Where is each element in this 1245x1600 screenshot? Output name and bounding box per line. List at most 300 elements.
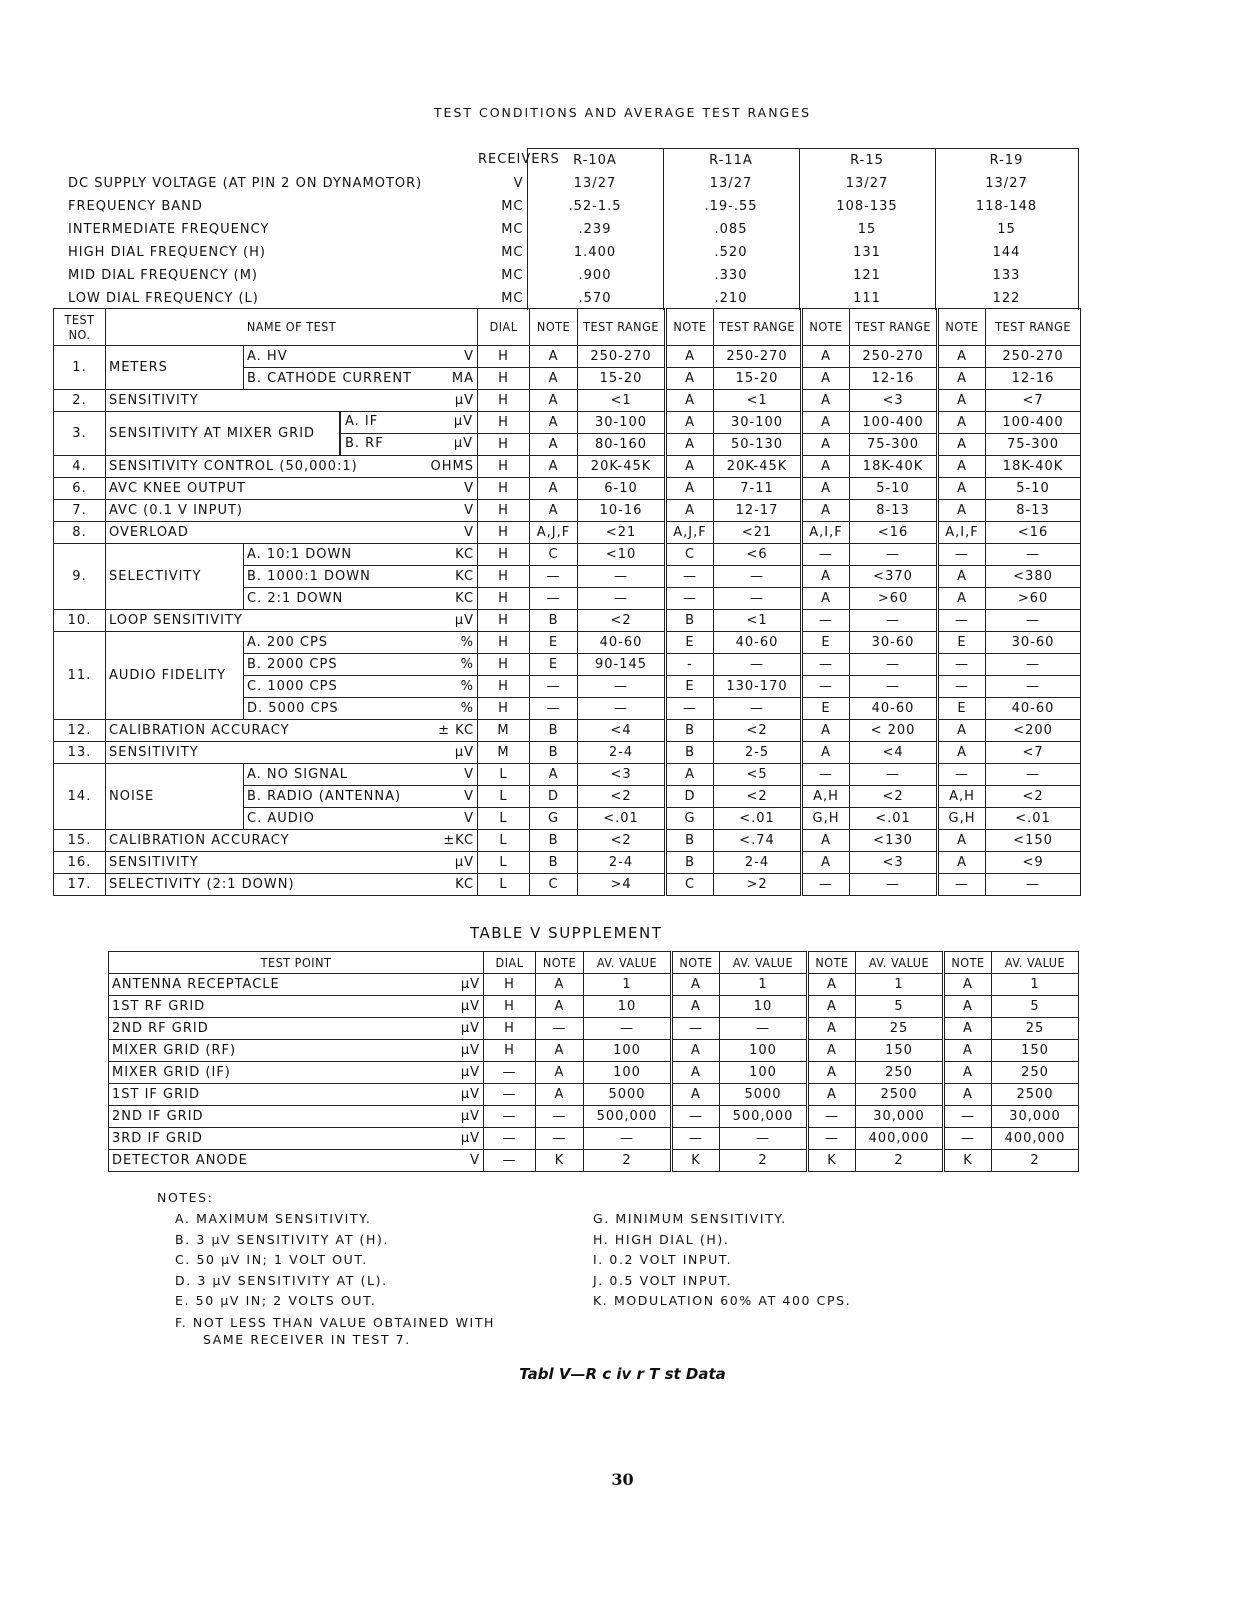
test-row (54, 456, 1081, 478)
test-range-cell: 8-13 (850, 500, 938, 522)
test-dial: H (478, 368, 530, 390)
av-value-cell: 1 (856, 974, 944, 996)
av-value-cell: 2 (992, 1150, 1079, 1172)
supplement-body (109, 974, 1079, 1172)
test-dial: H (478, 588, 530, 610)
note-cell: — (666, 566, 714, 588)
note-cell: A (938, 346, 986, 368)
note-cell: A (808, 996, 856, 1018)
condition-unit: MC (501, 267, 524, 283)
test-range-cell: <150 (986, 830, 1081, 852)
av-value-cell: 5000 (584, 1084, 672, 1106)
test-range-cell: <.74 (714, 830, 802, 852)
supplement-dial: — (484, 1084, 536, 1106)
condition-value: 13/27 (799, 172, 935, 195)
test-unit: KC (455, 568, 475, 584)
test-row (54, 412, 1081, 434)
test-unit: ± KC (438, 722, 475, 738)
test-point-unit: µV (460, 976, 480, 992)
test-range-cell: 5-10 (986, 478, 1081, 500)
test-sub-item: B. 2000 CPS (247, 656, 338, 672)
note-cell: — (938, 654, 986, 676)
note-item: I. 0.2 VOLT INPUT. (593, 1252, 733, 1267)
test-sub-item-cell (244, 566, 478, 588)
test-point-name: MIXER GRID (IF) (112, 1064, 231, 1080)
note-cell: A (808, 1040, 856, 1062)
note-cell: A (808, 1062, 856, 1084)
dial-header: DIAL (484, 952, 536, 974)
test-point-cell (109, 1084, 484, 1106)
test-range-cell: 50-130 (714, 434, 802, 456)
test-name: CALIBRATION ACCURACY (109, 722, 290, 738)
test-point-unit: V (470, 1152, 480, 1168)
test-range-cell: >2 (714, 874, 802, 896)
note-cell: — (530, 698, 578, 720)
note-cell: A (938, 390, 986, 412)
test-range-cell: — (714, 654, 802, 676)
test-unit: V (464, 766, 475, 782)
test-number: 1. (54, 346, 106, 390)
supplement-dial: — (484, 1106, 536, 1128)
test-unit: V (464, 502, 475, 518)
test-range-cell: 30-100 (714, 412, 802, 434)
note-item: H. HIGH DIAL (H). (593, 1231, 730, 1247)
note-cell: — (530, 566, 578, 588)
note-cell: A (666, 346, 714, 368)
av-value-cell: 100 (720, 1062, 808, 1084)
condition-unit: V (513, 175, 524, 191)
test-range-cell: <.01 (714, 808, 802, 830)
test-no-header: TEST NO. (54, 309, 106, 346)
test-range-cell: <6 (714, 544, 802, 566)
note-item: D. 3 µV SENSITIVITY AT (L). (175, 1272, 388, 1288)
test-unit: % (460, 678, 475, 694)
test-range-cell: <4 (850, 742, 938, 764)
condition-value: .330 (663, 264, 799, 287)
note-cell: A (530, 456, 578, 478)
av-value-cell: 2 (856, 1150, 944, 1172)
test-range-cell: 130-170 (714, 676, 802, 698)
test-range-cell: 2-4 (714, 852, 802, 874)
condition-name: MID DIAL FREQUENCY (M) (68, 267, 258, 283)
test-range-cell: 18K-40K (850, 456, 938, 478)
test-range-cell: 30-60 (986, 632, 1081, 654)
test-name-cell (106, 874, 478, 896)
note-cell: A (672, 996, 720, 1018)
supplement-row (109, 1062, 1079, 1084)
supplement-header-row (109, 952, 1079, 974)
test-dial: H (478, 654, 530, 676)
note-cell: A (944, 1062, 992, 1084)
test-range-cell: <2 (986, 786, 1081, 808)
note-item: A. MAXIMUM SENSITIVITY. (175, 1211, 372, 1226)
note-cell: A (802, 720, 850, 742)
table-caption: Tabl V—R c iv r T st Data (519, 1365, 726, 1383)
av-value-cell: — (584, 1018, 672, 1040)
test-range-header: TEST RANGE (578, 309, 666, 346)
condition-value: 13/27 (527, 172, 663, 195)
note-cell: A (802, 830, 850, 852)
note-cell: G,H (802, 808, 850, 830)
test-number: 11. (54, 632, 106, 720)
test-point-name: DETECTOR ANODE (112, 1152, 248, 1168)
note-cell: A (938, 478, 986, 500)
test-row (54, 478, 1081, 500)
supplement-dial: H (484, 996, 536, 1018)
test-unit: V (464, 348, 475, 364)
test-point-cell (109, 974, 484, 996)
av-value-header: AV. VALUE (584, 952, 672, 974)
note-cell: A (938, 500, 986, 522)
test-unit: OHMS (430, 458, 475, 474)
test-range-cell: 40-60 (986, 698, 1081, 720)
test-range-cell: <.01 (850, 808, 938, 830)
test-dial: H (478, 610, 530, 632)
test-row (54, 632, 1081, 654)
test-dial: L (478, 852, 530, 874)
test-point-name: 2ND IF GRID (112, 1108, 204, 1124)
note-header: NOTE (536, 952, 584, 974)
test-row (54, 544, 1081, 566)
note-cell: A (802, 412, 850, 434)
test-dial: M (478, 742, 530, 764)
condition-name: DC SUPPLY VOLTAGE (AT PIN 2 ON DYNAMOTOR) (68, 175, 423, 191)
test-number: 2. (54, 390, 106, 412)
test-dial: H (478, 500, 530, 522)
test-range-cell: <1 (714, 390, 802, 412)
test-range-cell: <4 (578, 720, 666, 742)
test-range-cell: 12-17 (714, 500, 802, 522)
note-cell: G (666, 808, 714, 830)
note-cell: A (536, 974, 584, 996)
note-cell: A (672, 974, 720, 996)
note-cell: B (666, 610, 714, 632)
av-value-cell: 150 (856, 1040, 944, 1062)
test-row (54, 346, 1081, 368)
test-sub-item-cell (244, 698, 478, 720)
note-cell: A,I,F (938, 522, 986, 544)
note-cell: E (530, 632, 578, 654)
note-cell: B (530, 742, 578, 764)
note-cell: A (938, 566, 986, 588)
test-unit: V (464, 524, 475, 540)
test-name-cell (106, 390, 478, 412)
note-cell: C (530, 874, 578, 896)
note-item: B. 3 µV SENSITIVITY AT (H). (175, 1231, 390, 1247)
note-cell: B (530, 852, 578, 874)
test-unit: KC (455, 876, 475, 892)
supplement-title: TABLE V SUPPLEMENT (470, 924, 663, 942)
test-dial: L (478, 874, 530, 896)
condition-unit: MC (501, 290, 524, 306)
test-unit: ±KC (443, 832, 475, 848)
test-number: 14. (54, 764, 106, 830)
test-dial: L (478, 830, 530, 852)
note-cell: K (808, 1150, 856, 1172)
test-unit: KC (455, 590, 475, 606)
note-cell: A (938, 368, 986, 390)
note-cell: A (536, 1062, 584, 1084)
supplement-dial: — (484, 1150, 536, 1172)
test-name-cell (106, 500, 478, 522)
test-name: AVC KNEE OUTPUT (109, 480, 246, 496)
test-point-name: 1ST RF GRID (112, 998, 206, 1014)
note-cell: A (802, 500, 850, 522)
note-cell: D (666, 786, 714, 808)
test-unit: µV (453, 436, 473, 451)
note-cell: A (938, 412, 986, 434)
note-cell: A (530, 412, 578, 434)
test-number: 8. (54, 522, 106, 544)
test-sub-item: B. 1000:1 DOWN (247, 568, 371, 584)
test-unit: µV (454, 392, 475, 408)
test-row (54, 500, 1081, 522)
note-cell: G (530, 808, 578, 830)
test-name: SENSITIVITY (109, 392, 199, 408)
condition-value: .900 (527, 264, 663, 287)
note-cell: A (808, 1084, 856, 1106)
test-dial: H (478, 676, 530, 698)
test-name-cell (106, 610, 478, 632)
tests-header-row (54, 309, 1081, 346)
note-cell: — (802, 610, 850, 632)
note-item: E. 50 µV IN; 2 VOLTS OUT. (175, 1293, 377, 1308)
test-dial: H (478, 632, 530, 654)
test-row (54, 742, 1081, 764)
note-cell: — (672, 1018, 720, 1040)
test-sub-item: A. NO SIGNAL (247, 766, 349, 782)
test-name: CALIBRATION ACCURACY (109, 832, 290, 848)
note-cell: A (944, 996, 992, 1018)
av-value-cell: 10 (584, 996, 672, 1018)
test-range-cell: 12-16 (986, 368, 1081, 390)
test-sub-item-cell (244, 632, 478, 654)
test-name: AVC (0.1 V INPUT) (109, 502, 243, 518)
note-cell: E (666, 676, 714, 698)
condition-value: .570 (527, 287, 663, 310)
av-value-cell: 25 (856, 1018, 944, 1040)
av-value-cell: — (720, 1018, 808, 1040)
note-cell: A (802, 852, 850, 874)
test-point-name: MIXER GRID (RF) (112, 1042, 237, 1058)
test-range-cell: <16 (986, 522, 1081, 544)
note-cell: A (802, 346, 850, 368)
test-row (54, 720, 1081, 742)
name-of-test-header: NAME OF TEST (106, 309, 478, 346)
test-range-cell: <2 (714, 720, 802, 742)
condition-unit: MC (501, 221, 524, 237)
test-point-unit: µV (460, 1130, 480, 1146)
test-name-cell (106, 522, 478, 544)
test-row (54, 874, 1081, 896)
note-cell: A (666, 500, 714, 522)
test-range-cell: >60 (986, 588, 1081, 610)
test-point-cell (109, 1062, 484, 1084)
test-range-cell: 90-145 (578, 654, 666, 676)
note-cell: E (938, 698, 986, 720)
test-range-cell: — (578, 566, 666, 588)
av-value-cell: 250 (856, 1062, 944, 1084)
test-point-unit: µV (460, 998, 480, 1014)
test-range-cell: — (986, 874, 1081, 896)
note-cell: B (666, 742, 714, 764)
notes-heading: NOTES: (157, 1190, 214, 1205)
test-range-cell: 2-4 (578, 742, 666, 764)
test-range-header: TEST RANGE (986, 309, 1081, 346)
test-range-cell: 40-60 (714, 632, 802, 654)
test-range-cell: 20K-45K (578, 456, 666, 478)
note-cell: C (530, 544, 578, 566)
test-range-cell: — (714, 698, 802, 720)
test-unit: % (460, 700, 475, 716)
test-sub-item: C. 1000 CPS (247, 678, 338, 694)
note-item: J. 0.5 VOLT INPUT. (593, 1272, 733, 1288)
test-range-cell: 250-270 (850, 346, 938, 368)
test-point-cell (109, 1040, 484, 1062)
test-sub-item-cell (340, 412, 478, 434)
test-name: AUDIO FIDELITY (106, 632, 244, 720)
test-sub-item: A. HV (247, 348, 288, 364)
test-number: 13. (54, 742, 106, 764)
condition-value: 13/27 (935, 172, 1078, 195)
test-range-cell: — (850, 654, 938, 676)
test-range-cell: 18K-40K (986, 456, 1081, 478)
note-cell: A (938, 720, 986, 742)
note-cell: K (536, 1150, 584, 1172)
av-value-cell: 100 (584, 1062, 672, 1084)
test-number: 17. (54, 874, 106, 896)
note-cell: A (802, 566, 850, 588)
test-range-cell: <7 (986, 390, 1081, 412)
note-cell: E (530, 654, 578, 676)
test-name: SENSITIVITY (109, 854, 199, 870)
test-name-cell (106, 742, 478, 764)
av-value-cell: 400,000 (992, 1128, 1079, 1150)
note-cell: A (944, 1084, 992, 1106)
test-sub-item: C. AUDIO (247, 810, 315, 826)
test-range-cell: — (986, 764, 1081, 786)
note-cell: A (938, 456, 986, 478)
note-cell: E (802, 632, 850, 654)
test-point-unit: µV (460, 1064, 480, 1080)
test-point-cell (109, 1128, 484, 1150)
test-unit: µV (454, 612, 475, 628)
test-unit: V (464, 810, 475, 826)
note-cell: B (530, 830, 578, 852)
note-cell: A (666, 368, 714, 390)
test-range-cell: <21 (578, 522, 666, 544)
test-point-header: TEST POINT (109, 952, 484, 974)
test-range-cell: <9 (986, 852, 1081, 874)
note-cell: A (666, 456, 714, 478)
condition-value: .52-1.5 (527, 195, 663, 218)
test-point-unit: µV (460, 1042, 480, 1058)
note-cell: — (530, 588, 578, 610)
supplement-dial: H (484, 1040, 536, 1062)
test-range-cell: 20K-45K (714, 456, 802, 478)
test-name: METERS (106, 346, 244, 390)
condition-name: HIGH DIAL FREQUENCY (H) (68, 244, 266, 260)
test-number: 7. (54, 500, 106, 522)
note-cell: A (802, 478, 850, 500)
note-cell: A,H (802, 786, 850, 808)
av-value-cell: 500,000 (584, 1106, 672, 1128)
test-range-cell: 250-270 (986, 346, 1081, 368)
note-cell: A (938, 830, 986, 852)
condition-value: 108-135 (799, 195, 935, 218)
test-name: NOISE (106, 764, 244, 830)
condition-value: 1.400 (527, 241, 663, 264)
condition-row (65, 287, 1078, 310)
test-range-cell: <2 (578, 830, 666, 852)
condition-name: FREQUENCY BAND (68, 198, 203, 214)
condition-row (65, 264, 1078, 287)
condition-unit: MC (501, 244, 524, 260)
receiver-header: R-11A (663, 149, 799, 173)
test-range-cell: <16 (850, 522, 938, 544)
test-range-cell: 100-400 (850, 412, 938, 434)
test-range-cell: <21 (714, 522, 802, 544)
supplement-row (109, 1106, 1079, 1128)
condition-row (65, 218, 1078, 241)
test-unit: µV (453, 414, 473, 429)
note-item: C. 50 µV IN; 1 VOLT OUT. (175, 1252, 368, 1267)
test-range-cell: <380 (986, 566, 1081, 588)
condition-name: LOW DIAL FREQUENCY (L) (68, 290, 259, 306)
condition-row (65, 195, 1078, 218)
note-header: NOTE (666, 309, 714, 346)
test-range-cell: 15-20 (578, 368, 666, 390)
test-sub-item-cell (244, 786, 478, 808)
note-cell: — (802, 874, 850, 896)
supplement-dial: — (484, 1062, 536, 1084)
test-range-cell: — (578, 676, 666, 698)
note-cell: — (944, 1128, 992, 1150)
note-cell: A (944, 1040, 992, 1062)
condition-value: 15 (935, 218, 1078, 241)
supplement-row (109, 1018, 1079, 1040)
test-name: SELECTIVITY (2:1 DOWN) (109, 876, 295, 892)
test-unit: µV (454, 744, 475, 760)
test-range-cell: <.01 (986, 808, 1081, 830)
test-row (54, 852, 1081, 874)
av-value-cell: 25 (992, 1018, 1079, 1040)
page-title: TEST CONDITIONS AND AVERAGE TEST RANGES (433, 105, 812, 120)
test-dial: L (478, 786, 530, 808)
test-range-cell: <370 (850, 566, 938, 588)
test-dial: L (478, 808, 530, 830)
note-cell: — (666, 698, 714, 720)
condition-value: 133 (935, 264, 1078, 287)
condition-value: .19-.55 (663, 195, 799, 218)
av-value-cell: 400,000 (856, 1128, 944, 1150)
test-point-name: 1ST IF GRID (112, 1086, 200, 1102)
note-cell: C (666, 874, 714, 896)
note-cell: B (666, 830, 714, 852)
note-header: NOTE (802, 309, 850, 346)
test-sub-item-cell (244, 676, 478, 698)
note-cell: A (944, 1018, 992, 1040)
note-cell: - (666, 654, 714, 676)
test-sub-item: B. CATHODE CURRENT (247, 370, 412, 386)
note-cell: A (530, 346, 578, 368)
test-name: SENSITIVITY CONTROL (50,000:1) (109, 458, 358, 474)
note-cell: A (802, 368, 850, 390)
note-cell: G,H (938, 808, 986, 830)
test-name: OVERLOAD (109, 524, 189, 540)
test-unit: KC (455, 546, 475, 562)
test-range-cell: <3 (850, 390, 938, 412)
